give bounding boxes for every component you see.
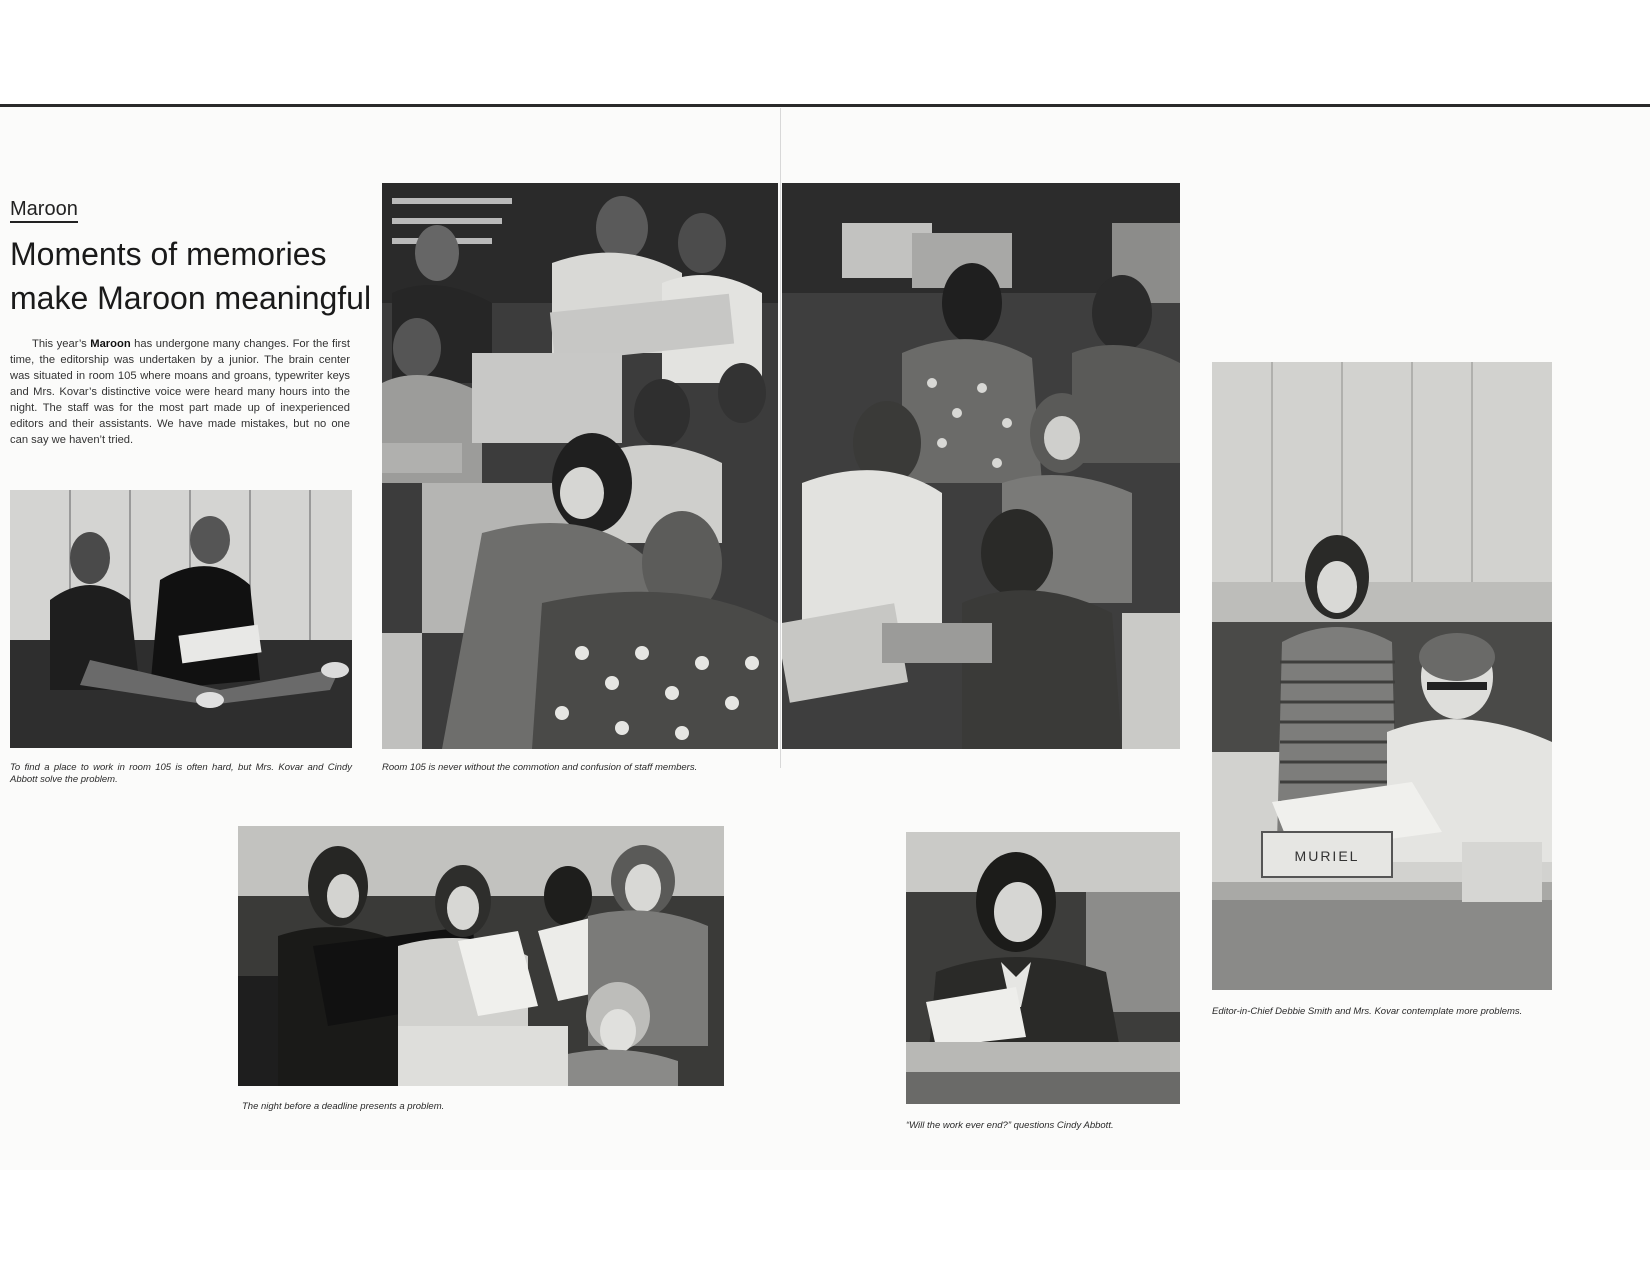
intro-paragraph: [10, 336, 350, 448]
photo-room-105-left: [382, 183, 778, 749]
photo-floor-workers: [10, 490, 352, 748]
page-gutter: [780, 108, 781, 768]
caption-deadline: The night before a deadline presents a problem.: [242, 1101, 445, 1112]
photo-cindy-abbott: [906, 832, 1180, 1104]
page-headline: [10, 232, 380, 320]
photo-room-105-right: [782, 183, 1180, 749]
headline-line-1: Moments of memories: [10, 236, 327, 272]
intro-lead: This year’s: [32, 338, 91, 350]
photo-night-before-deadline: [238, 826, 724, 1086]
intro-body: has undergone many changes. For the first time, the editorship was undertaken by a junior. The brain center was situated in room 105 where moans and groans, typewriter keys and Mrs. Kovar’s distinctive voice were heard many hours into the night. The staff was for the most part made up of inexperienced editors and their assistants. We have made mistakes, but no one can say we haven’t tried.: [10, 338, 350, 446]
intro-bold-title: Maroon: [90, 338, 131, 350]
page-top-edge: [0, 104, 1650, 107]
caption-room-105: Room 105 is never without the commotion and confusion of staff members.: [382, 762, 698, 773]
photo-editor-in-chief: [1212, 362, 1552, 990]
caption-editor: Editor-in-Chief Debbie Smith and Mrs. Kovar contemplate more problems.: [1212, 1006, 1523, 1017]
caption-floor: To find a place to work in room 105 is often hard, but Mrs. Kovar and Cindy Abbott solve the problem.: [10, 762, 352, 785]
headline-line-2: make Maroon meaningful: [10, 280, 372, 316]
section-label: Maroon: [10, 198, 78, 223]
muriel-box-label: MURIEL: [1294, 848, 1360, 864]
caption-work-end: “Will the work ever end?” questions Cindy Abbott.: [906, 1120, 1114, 1131]
